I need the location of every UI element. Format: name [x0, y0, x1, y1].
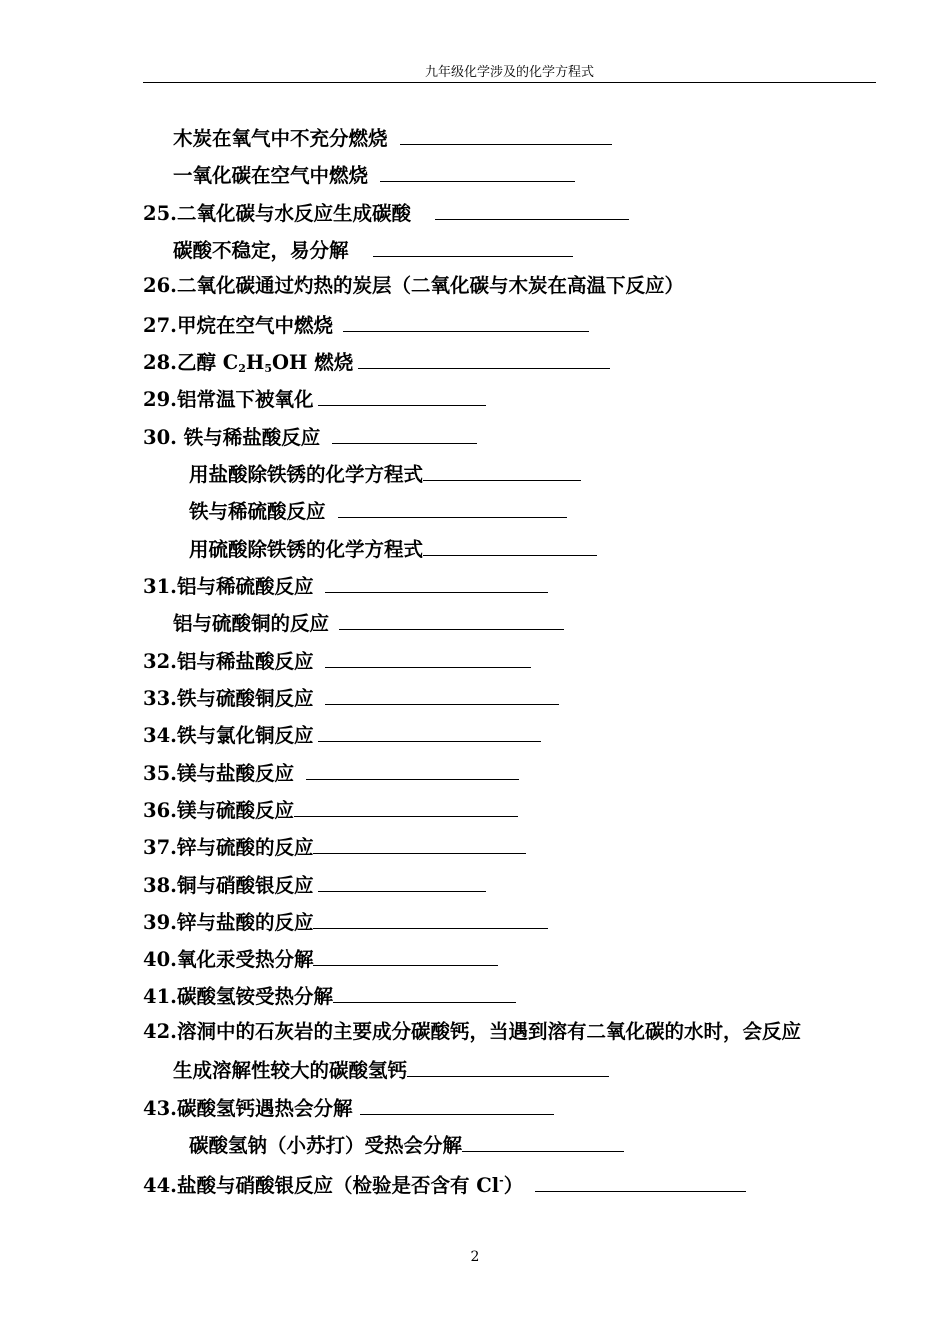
- question-number: 35.: [143, 762, 177, 785]
- question-text: 溶洞中的石灰岩的主要成分碳酸钙，当遇到溶有二氧化碳的水时，会反应: [176, 1020, 801, 1043]
- question-line: [143, 982, 516, 1010]
- question-text: 铝与硫酸铜的反应: [173, 612, 330, 635]
- question-line: [143, 908, 548, 936]
- question-number: 40.: [143, 948, 177, 971]
- question-line: [143, 833, 526, 861]
- formula-subscript: 2: [238, 362, 246, 375]
- question-number: 30.: [143, 426, 177, 449]
- question-line: [173, 236, 573, 264]
- question-text: 碳酸不稳定，易分解: [173, 239, 349, 262]
- answer-blank[interactable]: [318, 385, 486, 406]
- answer-blank[interactable]: [360, 1094, 554, 1115]
- answer-blank[interactable]: [338, 497, 567, 518]
- answer-blank[interactable]: [423, 460, 581, 481]
- question-text: 用盐酸除铁锈的化学方程式: [189, 463, 424, 486]
- question-line: [143, 385, 486, 413]
- question-number: 25.: [143, 202, 177, 225]
- ion-charge: -: [499, 1174, 504, 1187]
- answer-blank[interactable]: [313, 908, 548, 929]
- page-header: 九年级化学涉及的化学方程式: [424, 65, 594, 80]
- question-line: [143, 759, 519, 787]
- answer-blank[interactable]: [343, 311, 589, 332]
- question-line: [143, 572, 548, 600]
- formula-hydrogen: H: [245, 351, 265, 374]
- question-number: 31.: [143, 575, 177, 598]
- question-text: 碳酸氢铵受热分解: [176, 985, 333, 1008]
- question-line: [143, 423, 477, 451]
- question-line: [143, 1094, 554, 1122]
- question-line: [143, 721, 541, 749]
- question-text: 碳酸氢钙遇热会分解: [176, 1097, 353, 1120]
- answer-blank[interactable]: [373, 236, 573, 257]
- question-text: 铁与稀硫酸反应: [189, 500, 326, 523]
- question-text: 铜与硝酸银反应: [176, 874, 314, 897]
- question-number: 44.: [143, 1174, 177, 1197]
- question-text: 一氧化碳在空气中燃烧: [173, 164, 369, 187]
- question-text: 锌与硫酸的反应: [176, 836, 314, 859]
- answer-blank[interactable]: [313, 945, 498, 966]
- answer-blank[interactable]: [462, 1131, 624, 1152]
- question-line: [143, 945, 498, 973]
- question-text: 燃烧: [307, 351, 354, 374]
- question-number: 29.: [143, 388, 177, 411]
- question-text: 铁与稀盐酸反应: [176, 426, 321, 449]
- answer-blank[interactable]: [325, 647, 531, 668]
- question-line: [143, 684, 559, 712]
- question-text: 铁与硫酸铜反应: [176, 687, 314, 710]
- formula-subscript: 5: [264, 362, 273, 375]
- chloride-symbol: Cl: [476, 1174, 500, 1197]
- answer-blank[interactable]: [400, 124, 612, 145]
- question-number: 39.: [143, 911, 177, 934]
- question-text: ）: [503, 1174, 524, 1197]
- question-line: [143, 273, 684, 299]
- answer-blank[interactable]: [318, 721, 541, 742]
- question-line: [173, 161, 575, 189]
- page-number: 2: [470, 1249, 480, 1265]
- answer-blank[interactable]: [318, 871, 486, 892]
- question-text: 乙醇: [176, 351, 223, 374]
- answer-blank[interactable]: [435, 199, 629, 220]
- question-text: 生成溶解性较大的碳酸氢钙: [173, 1059, 408, 1082]
- question-line: [143, 311, 589, 339]
- question-line: [143, 796, 518, 824]
- question-text: 木炭在氧气中不充分燃烧: [173, 127, 388, 150]
- answer-blank[interactable]: [325, 572, 548, 593]
- answer-blank[interactable]: [333, 982, 516, 1003]
- question-line: [189, 1131, 624, 1159]
- answer-blank[interactable]: [407, 1056, 609, 1077]
- answer-blank[interactable]: [294, 796, 518, 817]
- question-number: 28.: [143, 351, 177, 374]
- question-number: 32.: [143, 650, 177, 673]
- question-line: [143, 1168, 746, 1199]
- question-text: 氧化汞受热分解: [176, 948, 314, 971]
- question-text: 镁与硫酸反应: [176, 799, 294, 822]
- question-number: 36.: [143, 799, 177, 822]
- question-line: [173, 609, 564, 637]
- question-text: 用硫酸除铁锈的化学方程式: [189, 538, 424, 561]
- answer-blank[interactable]: [332, 423, 477, 444]
- question-number: 38.: [143, 874, 177, 897]
- formula-carbon: C: [222, 351, 239, 374]
- answer-blank[interactable]: [306, 759, 519, 780]
- question-number: 34.: [143, 724, 177, 747]
- question-text: 铝与稀硫酸反应: [176, 575, 314, 598]
- question-text: 碳酸氢钠（小苏打）受热会分解: [189, 1134, 463, 1157]
- question-number: 33.: [143, 687, 177, 710]
- question-line: [143, 348, 610, 382]
- question-line: [143, 871, 486, 899]
- answer-blank[interactable]: [380, 161, 575, 182]
- question-text: 甲烷在空气中燃烧: [176, 314, 333, 337]
- question-number: 27.: [143, 314, 177, 337]
- question-number: 26.: [143, 274, 177, 297]
- header-rule: [143, 82, 876, 83]
- question-line: [173, 124, 612, 152]
- answer-blank[interactable]: [325, 684, 559, 705]
- question-line: [173, 1056, 609, 1084]
- formula-hydroxyl: OH: [272, 351, 308, 374]
- question-text: 二氧化碳与水反应生成碳酸: [176, 202, 411, 225]
- question-text: 盐酸与硝酸银反应（检验是否含有: [176, 1174, 477, 1197]
- question-number: 42.: [143, 1020, 177, 1043]
- question-text: 二氧化碳通过灼热的炭层（二氧化碳与木炭在高温下反应）: [176, 274, 684, 297]
- answer-blank[interactable]: [313, 833, 526, 854]
- question-number: 37.: [143, 836, 177, 859]
- question-number: 41.: [143, 985, 177, 1008]
- question-text: 镁与盐酸反应: [176, 762, 294, 785]
- answer-blank[interactable]: [339, 609, 564, 630]
- question-line: [143, 199, 629, 227]
- answer-blank[interactable]: [535, 1171, 746, 1192]
- answer-blank[interactable]: [423, 535, 597, 556]
- question-line: [189, 497, 567, 525]
- question-line: [189, 535, 597, 563]
- question-number: 43.: [143, 1097, 177, 1120]
- question-line: [143, 1019, 801, 1045]
- question-line: [189, 460, 581, 488]
- question-text: 铝常温下被氧化: [176, 388, 314, 411]
- question-text: 铝与稀盐酸反应: [176, 650, 314, 673]
- question-text: 铁与氯化铜反应: [176, 724, 314, 747]
- answer-blank[interactable]: [358, 348, 610, 369]
- question-text: 锌与盐酸的反应: [176, 911, 314, 934]
- question-line: [143, 647, 531, 675]
